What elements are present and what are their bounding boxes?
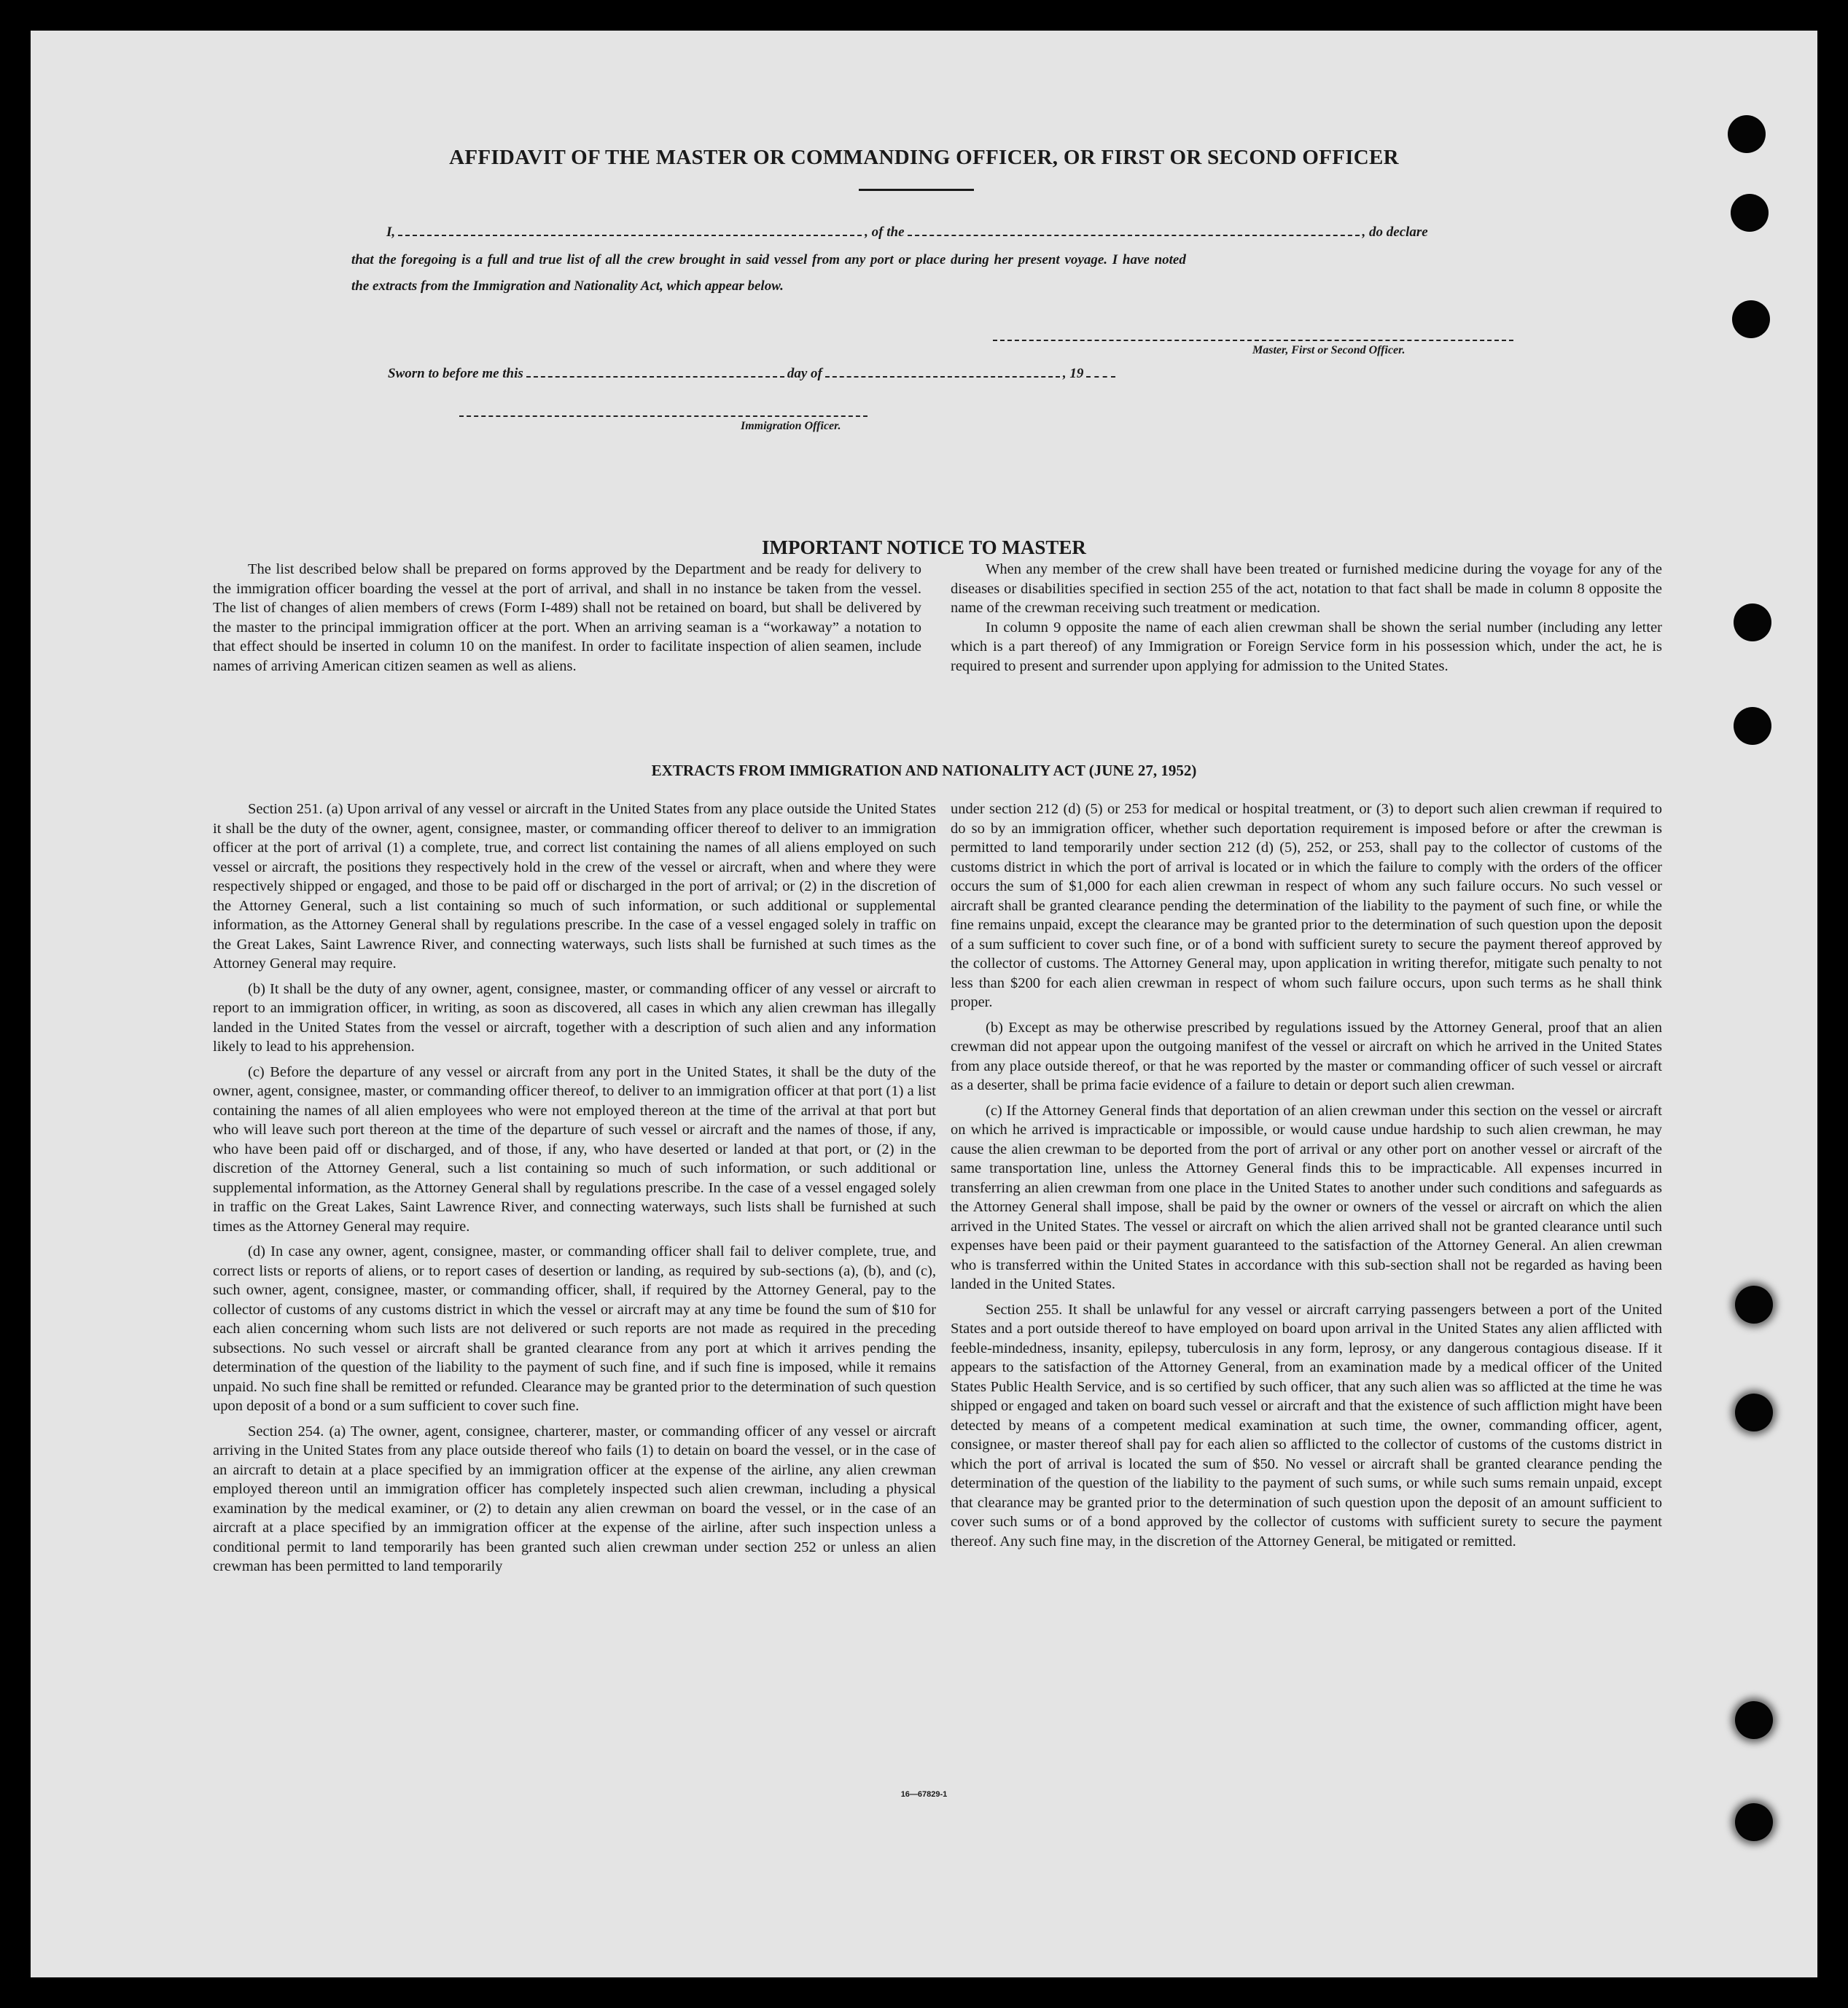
sworn-date-blank [526, 366, 784, 378]
punch-hole [1731, 194, 1769, 232]
year-blank [1086, 366, 1115, 378]
punch-hole [1735, 1286, 1773, 1324]
month-blank [825, 366, 1060, 378]
statute-paragraph: Section 251. (a) Upon arrival of any vessel or aircraft in the United States from any place outside the United States it shall be the duty of the owner, agent, consignee, master, or commanding officer thereof to deliver to an immigration officer at the port of arrival (1) a complete, true, and correct list containing the names of all aliens employed on such vessel or aircraft, the positions they respectively hold in the crew of the vessel or aircraft, when and where they were respectively shipped or engaged, and those to be paid off or discharged in the port of arrival; or (2) in the discretion of the Attorney General, such a list containing so much of such information, or such additional or supplemental information, as the Attorney General shall by regulations prescribe. In the case of a vessel engaged solely in traffic on the Great Lakes, Saint Lawrence River, and connecting waterways, such lists shall be furnished at such times as the Attorney General may require. [213, 801, 936, 972]
master-signature-line [993, 340, 1513, 341]
notice-right-column [951, 560, 1662, 681]
declaration-text-3: the extracts from the Immigration and Nationality Act, which appear below. [351, 278, 784, 294]
declaration-text-2: that the foregoing is a full and true list of all the crew brought in said vessel from any port or place during her present voyage. I have noted [351, 252, 1186, 267]
statute-paragraph: (d) In case any owner, agent, consignee, master, or commanding officer shall fail to deliver complete, true, and correct lists or reports of aliens, or to report cases of desertion or landing, as required by sub-sections (a), (b), and (c), such owner, agent, consignee, master, or commanding officer, shall, if required by the Attorney General, pay to the collector of customs of any customs district in which the vessel or aircraft may at any time be found the sum of $10 for each alien concerning whom such lists are not delivered or such reports are not made as required in the preceding subsections. No such vessel or aircraft shall be granted clearance from any port at which it arrives pending the determination of the question of the liability to the payment of such fine, and if such fine is imposed, while it remains unpaid. No such fine shall be remitted or refunded. Clearance may be granted prior to the determination of such question upon deposit of a bond or a sum sufficient to cover such fine. [213, 1243, 936, 1414]
title-rule [859, 189, 974, 191]
document-page [31, 31, 1817, 1977]
statute-paragraph: Section 254. (a) The owner, agent, consignee, charterer, master, or commanding officer of any vessel or aircraft arriving in the United States from any place outside thereof who fails (1) to detain on board the vessel, or in the case of an aircraft to detain at a place specified by an immigration officer at the expense of the airline, any alien crewman employed thereon until an immigration officer has completely inspected such alien crewman, including a physical examination by the medical examiner, or (2) to detain any alien crewman on board the vessel, or in the case of an aircraft at a place specified by an immigration officer at the expense of the airline, after such inspection unless a conditional permit to land temporarily has been granted such alien crewman under section 252 or unless an alien crewman has been permitted to land temporarily [213, 1423, 936, 1574]
notice-left-column [213, 560, 921, 681]
punch-hole [1734, 603, 1771, 641]
statute-paragraph: (c) If the Attorney General finds that deportation of an alien crewman under this section on the vessel or aircraft on which he arrived is impracticable or impossible, or would cause undue hardship to such alien crewman, he may cause the alien crewman to be deported from the port of arrival or any other port on another vessel or aircraft of the same transportation line, unless the Attorney General finds this to be impracticable. All expenses incurred in transferring an alien crewman from one place in the United States to another under such conditions and safeguards as the Attorney General shall impose, shall be paid by the owner or owners of the vessel or aircraft on which the alien arrived in the United States. The vessel or aircraft on which the alien arrived shall not be granted clearance until such expenses have been paid or their payment guaranteed to the satisfaction of the Attorney General. An alien crewman who is transferred within the United States in accordance with this sub-section shall not be regarded as having been landed in the United States. [951, 1102, 1662, 1292]
statute-paragraph: (c) Before the departure of any vessel or aircraft from any port in the United States, it shall be the duty of the owner, agent, consignee, master, or commanding officer thereof, to deliver to an immigration officer at that port (1) a list containing the names of all alien employees who were not employed thereon at the time of the arrival at that port but who will leave such port thereon at the time of the departure of such vessel or aircraft and the names of those, if any, who have been paid off or discharged, and of those, if any, who have deserted or landed at that port, or (2) in the discretion of the Attorney General, such a list containing so much of such information, or such additional or supplemental information, as the Attorney General shall by regulations prescribe. In the case of a vessel engaged solely in traffic on the Great Lakes, Saint Lawrence River, and connecting waterways, such lists shall be furnished at such times as the Attorney General may require. [213, 1063, 936, 1235]
punch-hole [1735, 1394, 1773, 1431]
officer-signature-line [459, 415, 868, 417]
punch-hole [1735, 1803, 1773, 1841]
notice-paragraph: In column 9 opposite the name of each alien crewman shall be shown the serial number (including any letter which is a part thereof) of any Immigration or Foreign Service form in his possession which, under the act, he is required to present and surrender upon applying for admission to the United States. [951, 619, 1662, 674]
punch-hole [1734, 707, 1771, 745]
declaration-i: I, [386, 224, 396, 240]
declaration-do-declare: , do declare [1362, 224, 1428, 240]
master-caption: Master, First or Second Officer. [1252, 344, 1406, 356]
form-number: 16—67829-1 [900, 1790, 948, 1799]
declaration-of-the: , of the [865, 224, 905, 240]
year-label: , 19 [1062, 366, 1084, 381]
notice-paragraph: When any member of the crew shall have been treated or furnished medicine during the voyage for any of the diseases or disabilities specified in section 255 of the act, notation to that fact shall be made in column 8 opposite the name of the crewman receiving such treatment or medication. [951, 561, 1662, 616]
officer-caption: Immigration Officer. [741, 420, 841, 432]
extracts-left-column [213, 800, 936, 1582]
statute-paragraph: under section 212 (d) (5) or 253 for medical or hospital treatment, or (3) to deport such alien crewman if required to do so by an immigration officer, whether such deportation requirement is imposed before or after the crewman is permitted to land temporarily under section 212 (d) (5), 252, or 253, shall pay to the collector of customs of the customs district in which the port of arrival is located or in which the failure to comply with the orders of the officer occurs the sum of $1,000 for each alien crewman in respect of whom any such failure occurs. No such vessel or aircraft shall be granted clearance pending the determination of the liability to the payment of such fine, or while the fine remains unpaid, except the clearance may be granted prior to the determination of such question upon the deposit of a sum sufficient to cover such fine, or of a bond with sufficient surety to secure the payment thereof approved by the collector of customs. The Attorney General may, upon application in writing therefor, mitigate such penalty to not less than $200 for each alien crewman in respect of whom such failure occurs, upon such terms as he shall think proper. [951, 801, 1662, 1010]
extracts-title: EXTRACTS FROM IMMIGRATION AND NATIONALITY ACT (JUNE 27, 1952) [651, 762, 1197, 779]
affidavit-title: AFFIDAVIT OF THE MASTER OR COMMANDING OFFICER, OR FIRST OR SECOND OFFICER [449, 146, 1399, 169]
vessel-blank [908, 224, 1360, 236]
name-blank [398, 224, 862, 236]
statute-paragraph: (b) Except as may be otherwise prescribed by regulations issued by the Attorney General, proof that an alien crewman did not appear upon the outgoing manifest of the vessel or aircraft on which he arrived in the United States from any place outside thereof, or that he was reported by the master or commanding officer of such vessel or aircraft as a deserter, shall be prima facie evidence of a failure to detain or deport such alien crewman. [951, 1019, 1662, 1093]
notice-title: IMPORTANT NOTICE TO MASTER [762, 536, 1086, 558]
sworn-label: Sworn to before me this [388, 366, 523, 381]
declaration-line [386, 224, 1428, 241]
day-of-label: day of [787, 366, 822, 381]
sworn-line [388, 366, 1118, 382]
extracts-right-column [951, 800, 1662, 1557]
notice-paragraph: The list described below shall be prepared on forms approved by the Department and be ready for delivery to the immigration officer boarding the vessel at the port of arrival, and shall in no instance be taken from the vessel. The list of changes of alien members of crews (Form I-489) shall not be retained on board, but shall be delivered by the master to the principal immigration officer at the port. When an arriving seaman is a “workaway” a notation to that effect should be inserted in column 10 on the manifest. In order to facilitate inspection of alien seamen, include names of arriving American citizen seamen as well as aliens. [213, 561, 921, 674]
statute-paragraph: (b) It shall be the duty of any owner, agent, consignee, master, or commanding officer of any vessel or aircraft to report to an immigration officer, in writing, as soon as discovered, all cases in which any alien crewman has illegally landed in the United States from the vessel or aircraft, together with a description of such alien and any information likely to lead to his apprehension. [213, 980, 936, 1055]
punch-hole [1735, 1701, 1773, 1739]
statute-paragraph: Section 255. It shall be unlawful for any vessel or aircraft carrying passengers between a port of the United States and a port outside thereof to have employed on board upon arrival in the United States any alien afflicted with feeble-mindedness, insanity, epilepsy, tuberculosis in any form, leprosy, or any dangerous contagious disease. If it appears to the satisfaction of the Attorney General, from an examination made by a medical officer of the United States Public Health Service, and is so certified by such officer, that any such alien was so afflicted at the time he was shipped or engaged and taken on board such vessel or aircraft and that the existence of such affliction might have been detected by means of a competent medical examination at such time, the owner, commanding officer, agent, consignee, or master thereof shall pay for each alien so afflicted to the collector of customs of the customs district in which the port of arrival is located the sum of $50. No vessel or aircraft shall be granted clearance pending the determination of the question of the liability to the payment of such sums, or while such sums remain unpaid, except that clearance may be granted prior to the determination of such question upon the deposit of an amount sufficient to cover such sums or of a bond approved by the collector of customs with sufficient surety to secure the payment thereof. Any such fine may, in the discretion of the Attorney General, be mitigated or remitted. [951, 1301, 1662, 1550]
punch-hole [1732, 300, 1770, 338]
